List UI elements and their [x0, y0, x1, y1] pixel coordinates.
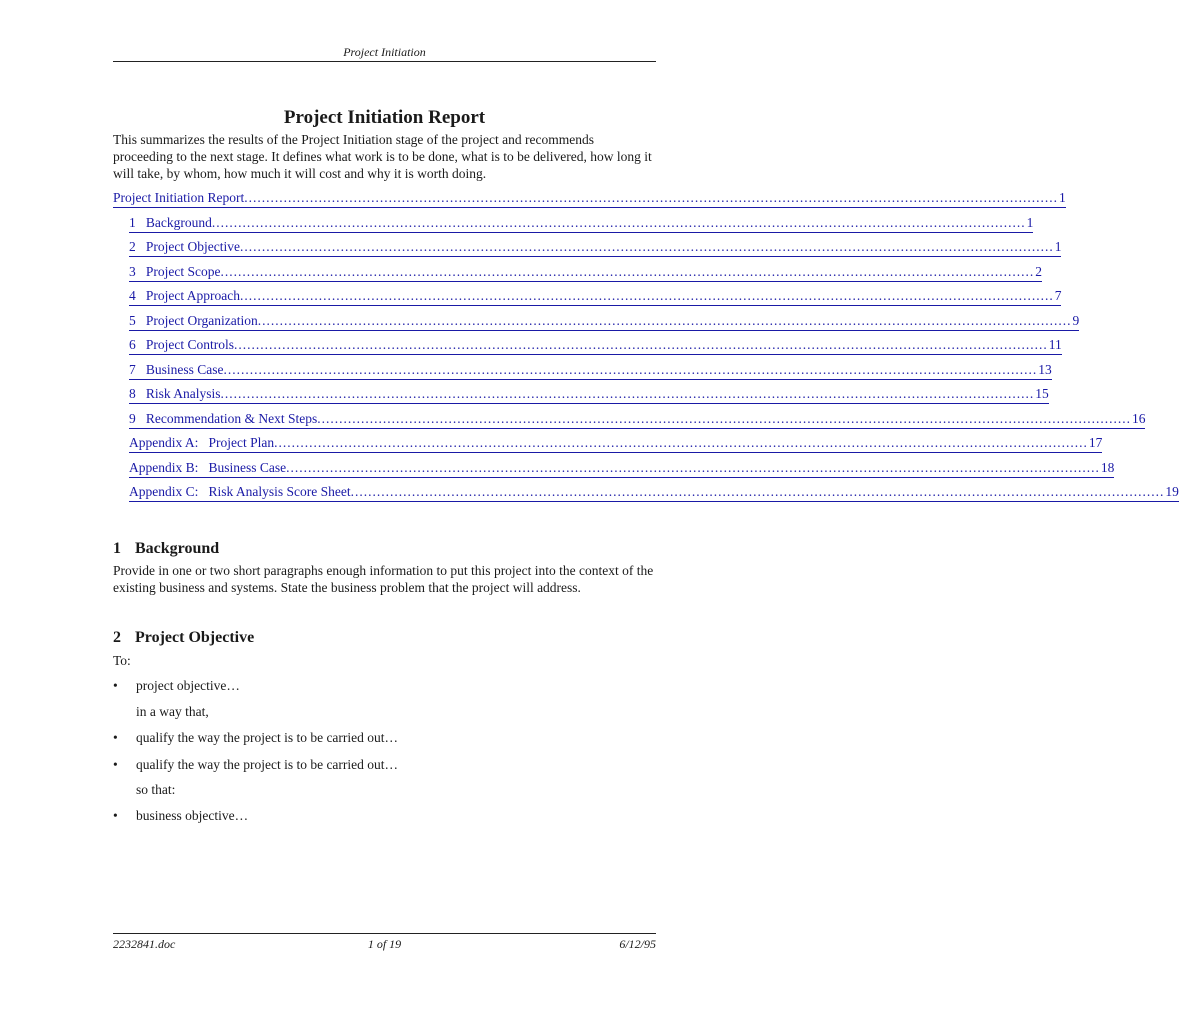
toc-page-number: 17	[1088, 434, 1103, 453]
list-item	[113, 807, 248, 825]
toc-link-project-objective[interactable]	[113, 238, 1062, 263]
section-number: 1	[113, 540, 121, 557]
toc-page-number: 15	[1034, 385, 1049, 404]
toc-link-report[interactable]	[113, 189, 1066, 214]
toc-link-appendix-a[interactable]	[113, 434, 1103, 459]
intro-paragraph: This summarizes the results of the Project Initiation stage of the project and recommends proceeding to the next stage. It defines what work is to be done, what is to be delivered, how long it will take, by whom, how much it will cost and why it is worth doing.	[113, 132, 652, 181]
toc-page-number: 19	[1164, 483, 1179, 502]
footer-date: 6/12/95	[619, 937, 656, 951]
table-of-contents	[113, 189, 1179, 508]
toc-leader: ..........................................................................................................................................................................................	[240, 238, 1054, 257]
toc-page-number: 7	[1054, 287, 1062, 306]
toc-page-number: 1	[1026, 214, 1034, 233]
bullet-icon: •	[113, 757, 118, 772]
page-footer	[113, 933, 656, 952]
toc-page-number: 11	[1048, 336, 1062, 355]
list-item-text: qualify the way the project is to be carried out…	[136, 757, 399, 772]
toc-label: 9 Recommendation & Next Steps	[129, 410, 317, 429]
toc-page-number: 18	[1100, 459, 1115, 478]
toc-link-business-case[interactable]	[113, 361, 1052, 386]
objective-lead: To:	[113, 653, 131, 668]
toc-leader: ..........................................................................................................................................................................................	[221, 385, 1035, 404]
list-item-text: business objective…	[136, 808, 249, 823]
toc-label: 5 Project Organization	[129, 312, 258, 331]
bullet-icon: •	[113, 808, 118, 823]
toc-link-appendix-c[interactable]	[113, 483, 1179, 508]
document-title: Project Initiation Report	[283, 107, 486, 128]
toc-label: 8 Risk Analysis	[129, 385, 221, 404]
toc-page-number: 1	[1054, 238, 1062, 257]
toc-label: 1 Background	[129, 214, 212, 233]
list-item	[113, 729, 398, 747]
toc-link-project-scope[interactable]	[113, 263, 1042, 288]
toc-label: Appendix C: Risk Analysis Score Sheet	[129, 483, 351, 502]
toc-leader: ..........................................................................................................................................................................................	[351, 483, 1165, 502]
footer-page-number: 1 of 19	[367, 937, 402, 951]
list-item-text: project objective…	[136, 678, 240, 693]
toc-link-project-organization[interactable]	[113, 312, 1080, 337]
toc-page-number: 9	[1071, 312, 1079, 331]
toc-leader: ..........................................................................................................................................................................................	[240, 287, 1054, 306]
toc-link-background[interactable]	[113, 214, 1034, 239]
toc-label: Project Initiation Report	[113, 189, 244, 208]
toc-link-project-approach[interactable]	[113, 287, 1062, 312]
list-item	[113, 756, 398, 774]
toc-label: 4 Project Approach	[129, 287, 240, 306]
section-heading-background	[113, 539, 219, 559]
header-title: Project Initiation	[343, 45, 426, 59]
toc-leader: ..........................................................................................................................................................................................	[234, 336, 1048, 355]
toc-leader: ..........................................................................................................................................................................................	[258, 312, 1072, 331]
toc-page-number: 13	[1037, 361, 1052, 380]
toc-link-recommendation[interactable]	[113, 410, 1146, 435]
toc-leader: ..........................................................................................................................................................................................	[317, 410, 1131, 429]
toc-leader: ..........................................................................................................................................................................................	[220, 263, 1034, 282]
page-header	[113, 43, 656, 62]
toc-link-appendix-b[interactable]	[113, 459, 1115, 484]
footer-filename: 2232841.doc	[113, 937, 176, 951]
toc-leader: ..........................................................................................................................................................................................	[212, 214, 1026, 233]
connector-text: in a way that,	[136, 704, 209, 719]
background-paragraph: Provide in one or two short paragraphs enough information to put this project into the context of the existing business and systems. State the business problem that the project will address.	[113, 563, 654, 595]
toc-page-number: 2	[1034, 263, 1042, 282]
toc-link-risk-analysis[interactable]	[113, 385, 1049, 410]
section-title: Background	[135, 540, 220, 557]
toc-page-number: 16	[1131, 410, 1146, 429]
section-heading-objective	[113, 628, 254, 648]
toc-page-number: 1	[1058, 189, 1066, 208]
toc-leader: ..........................................................................................................................................................................................	[224, 361, 1038, 380]
list-item	[113, 677, 240, 695]
toc-leader: ..........................................................................................................................................................................................	[286, 459, 1100, 478]
toc-label: 3 Project Scope	[129, 263, 220, 282]
connector-text: so that:	[136, 782, 176, 797]
toc-label: 6 Project Controls	[129, 336, 234, 355]
toc-label: Appendix A: Project Plan	[129, 434, 274, 453]
section-title: Project Objective	[135, 629, 255, 646]
toc-leader: ..........................................................................................................................................................................................	[274, 434, 1088, 453]
bullet-icon: •	[113, 678, 118, 693]
list-item-text: qualify the way the project is to be carried out…	[136, 730, 399, 745]
toc-leader: ..........................................................................................................................................................................................	[244, 189, 1058, 208]
section-number: 2	[113, 629, 121, 646]
toc-label: 7 Business Case	[129, 361, 224, 380]
toc-label: 2 Project Objective	[129, 238, 240, 257]
toc-link-project-controls[interactable]	[113, 336, 1062, 361]
toc-label: Appendix B: Business Case	[129, 459, 286, 478]
bullet-icon: •	[113, 730, 118, 745]
